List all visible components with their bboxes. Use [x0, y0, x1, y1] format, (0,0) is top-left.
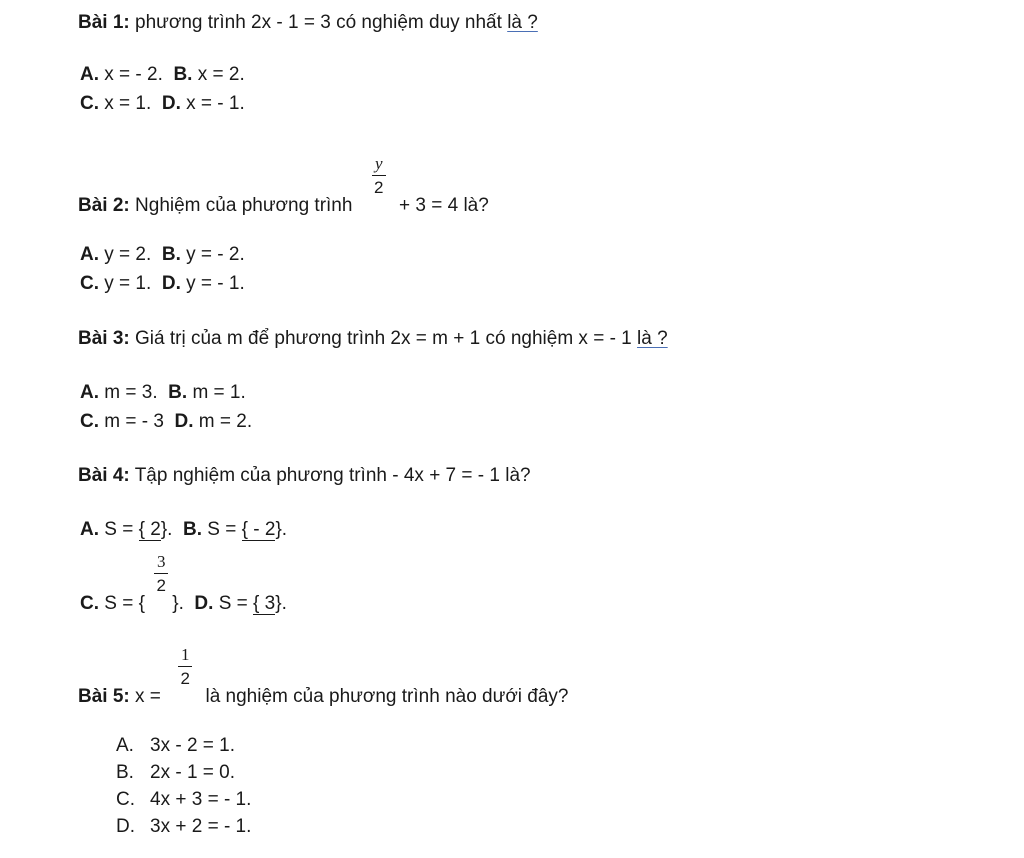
q5-d: 3x + 2 = - 1. — [150, 816, 252, 837]
q2-fraction — [372, 154, 386, 211]
q1-a: x = - 2. — [104, 64, 163, 85]
q4-d-post: }. — [275, 593, 287, 614]
q4-c-fraction — [154, 552, 168, 609]
q4-d-label: D. — [194, 593, 214, 614]
q3-c: m = - 3 — [104, 411, 164, 432]
q3-d: m = 2. — [198, 411, 253, 432]
q3-a: m = 3. — [104, 382, 158, 403]
q3-c-label: C. — [80, 411, 99, 432]
q2-d-label: D. — [161, 273, 181, 294]
q5-text: là nghiệm của phương trình nào dưới đây? — [205, 686, 569, 707]
q5-c-label: C. — [116, 789, 135, 810]
q4-c-label: C. — [80, 593, 99, 614]
q2-text: Nghiệm của phương trình — [135, 195, 353, 216]
q1-d-label: D. — [161, 93, 181, 114]
q5-c: 4x + 3 = - 1. — [150, 789, 252, 810]
q5-a-label: A. — [116, 735, 134, 756]
q5-b-label: B. — [116, 762, 134, 783]
q3-options-cd — [80, 411, 252, 433]
q4-d-pre: S = — [218, 593, 248, 614]
q2-stem — [78, 154, 489, 217]
q4-options-cd — [80, 552, 287, 615]
q4-label: Bài 4: — [78, 465, 130, 486]
q4-text: Tập nghiệm của phương trình - 4x + 7 = - 1 là? — [134, 465, 531, 486]
q2-b: y = - 2. — [186, 244, 245, 265]
q4-b-label: B. — [183, 519, 203, 540]
q2-options-cd — [80, 273, 245, 295]
q4-c-frac-den: 2 — [156, 576, 166, 595]
q3-d-label: D. — [174, 411, 194, 432]
q5-frac-bar — [178, 666, 192, 667]
q2-options-ab — [80, 244, 245, 266]
q3-options-ab — [80, 382, 246, 404]
q2-frac-num: y — [374, 154, 383, 173]
q4-b-post: }. — [275, 519, 288, 540]
q1-c-label: C. — [80, 93, 99, 114]
q3-label: Bài 3: — [78, 328, 130, 349]
q4-a-set: { 2 — [138, 519, 161, 540]
q4-a-pre: S = — [104, 519, 134, 540]
q4-stem — [78, 465, 531, 487]
q5-pre: x = — [135, 686, 161, 707]
q2-after: + 3 = 4 là? — [399, 195, 489, 216]
q4-b-pre: S = — [207, 519, 237, 540]
q4-a-post: }. — [160, 519, 173, 540]
q5-option-a — [116, 735, 235, 757]
q1-options-cd — [80, 93, 245, 115]
q5-fraction — [178, 645, 192, 702]
q3-b-label: B. — [168, 382, 188, 403]
q5-label: Bài 5: — [78, 686, 130, 707]
q1-a-label: A. — [80, 64, 99, 85]
q4-d-set: { 3 — [253, 593, 276, 614]
q1-b: x = 2. — [197, 64, 245, 85]
q4-c-pre: S = { — [104, 593, 145, 614]
q4-c-post: }. — [172, 593, 184, 614]
q2-label: Bài 2: — [78, 195, 130, 216]
q5-option-b — [116, 762, 235, 784]
q4-c-frac-bar — [154, 573, 168, 574]
q1-label: Bài 1: — [78, 12, 130, 33]
q1-options-ab — [80, 64, 245, 86]
q5-frac-den: 2 — [180, 669, 190, 688]
q1-c: x = 1. — [104, 93, 152, 114]
q2-frac-den: 2 — [373, 178, 384, 197]
q4-c-frac-num: 3 — [156, 552, 166, 571]
q5-stem — [78, 645, 569, 708]
q5-d-label: D. — [116, 816, 135, 837]
q5-option-d — [116, 816, 251, 838]
q3-a-label: A. — [80, 382, 99, 403]
q2-c-label: C. — [80, 273, 99, 294]
q3-b: m = 1. — [192, 382, 246, 403]
q2-d: y = - 1. — [186, 273, 245, 294]
q2-a: y = 2. — [104, 244, 152, 265]
q4-a-label: A. — [80, 519, 99, 540]
q1-tail: là ? — [507, 12, 538, 33]
q2-b-label: B. — [161, 244, 181, 265]
q4-b-set: { - 2 — [241, 519, 276, 540]
q2-frac-bar — [372, 175, 386, 176]
q5-a: 3x - 2 = 1. — [150, 735, 236, 756]
q4-options-ab — [80, 519, 287, 541]
q1-text: phương trình 2x - 1 = 3 có nghiệm duy nhất — [135, 12, 502, 33]
q3-tail: là ? — [637, 328, 668, 349]
q3-stem — [78, 328, 668, 350]
q5-frac-num: 1 — [180, 645, 190, 664]
q1-d: x = - 1. — [186, 93, 245, 114]
q2-a-label: A. — [80, 244, 99, 265]
q1-b-label: B. — [173, 64, 193, 85]
q5-b: 2x - 1 = 0. — [150, 762, 236, 783]
q1-stem — [78, 12, 538, 34]
q2-c: y = 1. — [104, 273, 152, 294]
q3-text: Giá trị của m để phương trình 2x = m + 1 có nghiệm x = - 1 — [135, 328, 632, 349]
q5-option-c — [116, 789, 251, 811]
